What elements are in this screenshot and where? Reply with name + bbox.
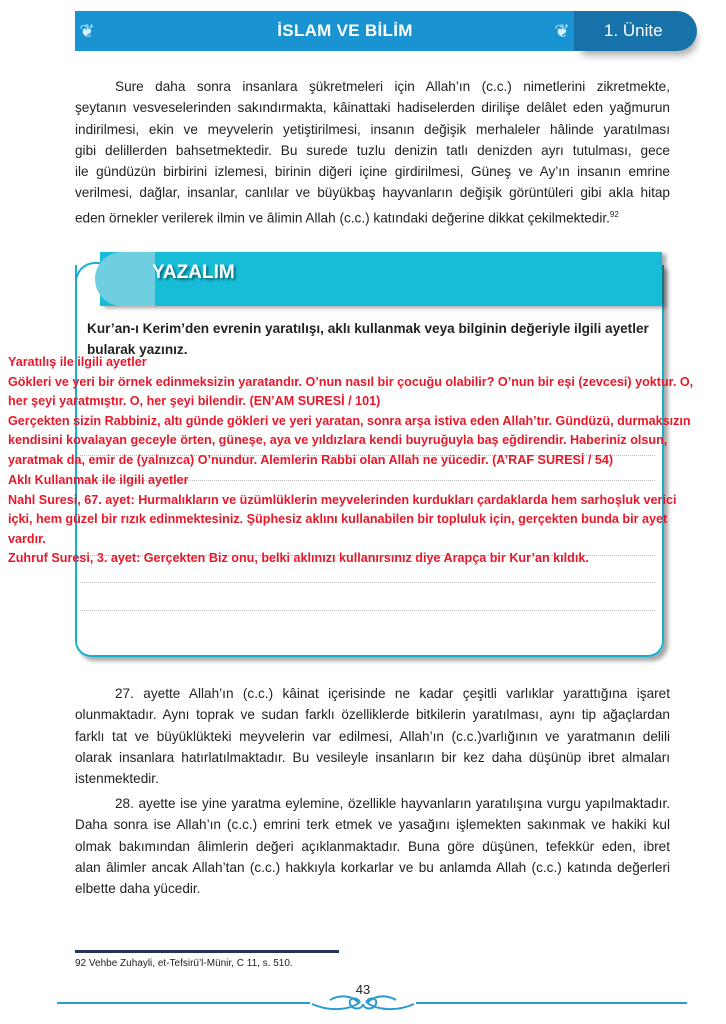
answer-line-text: vardır. [8, 531, 46, 546]
text-line: ile gündüzün birbirini izlemesi, birinin diğeri içine girdirilmesi, Güneş ve Ay’ın insanın emrine [75, 164, 670, 180]
text-line: verilmesi, dağlar, insanlar, canlılar ve büyükbaş hayvanların değişik görüntüleri gibi akla hitap [75, 185, 670, 201]
answer-line-text: her şeyi yaratmıştır. O, her şeyi bilendir. (EN’AM SURESİ / 101) [8, 394, 381, 409]
ornament-icon: ❦ [554, 21, 570, 41]
answer-creation-verses [8, 353, 723, 471]
activity-title: YAZALIM [152, 262, 235, 283]
answer-line [80, 610, 655, 611]
text-line: gibi delillerden bahsetmektedir. Bu surede tuzlu denizin tatlı denizden ayrı tutulması, gece [75, 142, 670, 158]
answer-heading: Yaratılış ile ilgili ayetler [8, 355, 147, 369]
answer-line-text: içki, hem güzel bir rızık edinmektesiniz. Şüphesiz aklını kullanabilen bir topluluk için, gerçekten bunda bir ayet [8, 512, 668, 527]
footnote-divider [75, 950, 339, 953]
page-number: 43 [355, 982, 371, 997]
text-line [75, 204, 670, 229]
header-title: İSLAM VE BİLİM [277, 21, 413, 40]
answer-reason-verses [8, 471, 723, 569]
text-line: alan âlimler ancak Allah’tan (c.c.) hakkıyla korkarlar ve bu anlamda Allah (c.c.) katında değerleri [75, 859, 670, 875]
text-line: farklı tat ve büyüklükteki meyvelerin var edilmesi, Allah’ın (c.c.)varlığının ve yaratmanın delili [75, 728, 670, 744]
text-line: elbette daha yücedir. [75, 881, 201, 897]
text-line: 28. ayette ise yine yaratma eylemine, özellikle hayvanların yaratılışına vurgu yapılmaktadır. [115, 796, 670, 811]
text-line: olarak insanlara hatırlatılmaktadır. Bu vesileyle insanların bir kez daha düşünüp ibret almaları [75, 749, 670, 765]
text-line: olmak bakımından âlimlerin değeri açıklanmaktadır. Buna göre düşünen, tefekkür eden, ibret [75, 838, 670, 854]
text-line: bularak yazınız. [87, 342, 188, 357]
text-line-content: eden örnekler verilerek ilmin ve âlimin Allah (c.c.) katındaki değerine dikkat çekilmektedir. [75, 210, 610, 226]
footer-ornament-icon [310, 992, 416, 1016]
text-line: şeytanın vesveselerinden sakındırmakta, kâinattaki hadiselerden dirilişe delâlet eden yağmurun [75, 100, 670, 116]
text-line: Kur’an-ı Kerim’den evrenin yaratılışı, aklı kullanmak veya bilginin değeriyle ilgili ayetler [87, 321, 649, 336]
answer-line [80, 582, 655, 583]
answer-line-text: kendisini kovalayan geceyle örten, güneşe, aya ve yıldızlara kendi buyruğuyla baş eğdirendir. Haberiniz olsun, [8, 433, 668, 448]
text-line: istenmektedir. [75, 771, 159, 787]
intro-paragraph [75, 76, 670, 229]
answer-line-text: Nahl Suresi, 67. ayet: Hurmalıkların ve üzümlüklerin meyvelerinden kurdukları çardaklarda hem sarhoşluk verici [8, 492, 677, 507]
ornament-icon: ❦ [79, 21, 95, 41]
activity-title-cap [95, 252, 155, 306]
answer-heading: Aklı Kullanmak ile ilgili ayetler [8, 473, 189, 487]
unit-label: 1. Ünite [604, 21, 663, 40]
answer-line-text: Gerçekten sizin Rabbiniz, altı günde gökleri ve yeri yaratan, sonra arşa istiva eden Allah’tır. Gündüzü, durmaksızın [8, 413, 691, 428]
footnote: 92 Vehbe Zuhayli, et-Tefsirü’l-Münir, C 11, s. 510. [75, 958, 293, 969]
footnote-ref: 92 [609, 209, 619, 219]
answer-line-text: Zuhruf Suresi, 3. ayet: Gerçekten Biz onu, belki aklınızı kullanırsınız diye Arapça bir Kur’an kıldık. [8, 551, 589, 566]
text-line: 27. ayette Allah’ın (c.c.) kâinat içerisinde ne kadar çeşitli varlıklar yarattığına işaret [115, 686, 670, 701]
text-line: indirilmesi, ekin ve meyvelerin yetiştirilmesi, insanın değişik merhaleler hâlinde yaratılması [75, 121, 670, 137]
paragraph-27 [75, 683, 670, 789]
unit-tab [574, 11, 697, 51]
paragraph-28 [75, 793, 670, 899]
text-line: Daha sonra ise Allah’ın (c.c.) emrini terk etmek ve yasağını işlemekten sakınmak ve hakiki kul [75, 817, 670, 833]
answer-line-text: Gökleri ve yeri bir örnek edinmeksizin yaratandır. O’nun nasıl bir çocuğu olabilir? O’nun bir eşi (zevcesi) yoktur. O, [8, 374, 694, 389]
text-line: olunmaktadır. Aynı toprak ve sudan farklı özelliklerde bitkilerin yaratılması, aynı tip ağaçlardan [75, 707, 670, 723]
answer-line-text: yaratmak da, emir de (yalnızca) O’nundur. Alemlerin Rabbi olan Allah ne yücedir. (A’RAF SURESİ / 54) [8, 452, 614, 467]
text-line: Sure daha sonra insanlara şükretmeleri için Allah’ın (c.c.) nimetlerini zikretmekte, [115, 79, 670, 94]
